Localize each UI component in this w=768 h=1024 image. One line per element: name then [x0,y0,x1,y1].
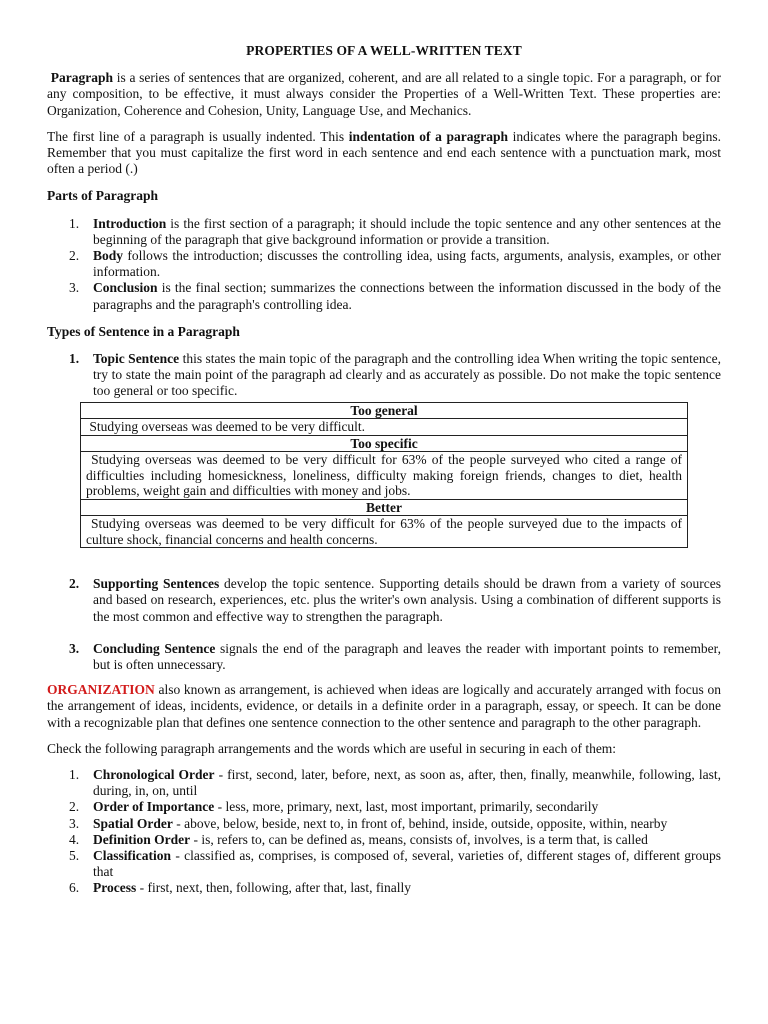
list-text: follows the introduction; discusses the controlling idea, using facts, arguments, analysis, examples, or other information. [93,248,721,280]
list-term: Process [93,880,137,896]
document-page [47,0,721,897]
list-term: Spatial Order [93,815,173,831]
parts-list [47,216,721,313]
list-item [47,248,721,280]
list-item [47,848,721,880]
list-number: 4. [69,831,80,847]
example-label: Too specific [81,435,688,452]
list-item [47,816,721,832]
parts-heading: Parts of Paragraph [47,188,158,204]
list-item [47,641,721,673]
list-term: Order of Importance [93,799,215,815]
indentation-paragraph [47,129,721,178]
document-title: PROPERTIES OF A WELL-WRITTEN TEXT [246,43,522,58]
list-number: 3. [69,280,80,296]
example-label: Better [81,499,688,516]
list-text: - first, second, later, before, next, as soon as, after, then, finally, meanwhile, following, last, during, in, on, until [93,766,721,799]
list-term: Supporting Sentences [93,576,220,592]
organization-text: also known as arrangement, is achieved when ideas are logically and accurately arranged with focus on the arrangement of ideas, incidents, evidence, or details in a definite order in a paragraph, essay, or speech. It can be done with a recognizable plan that defines one sentence connection to the other sentence and paragraph to the other paragraph. [47,682,721,730]
list-number: 2. [69,576,80,592]
list-term: Chronological Order [93,766,215,782]
list-text: - classified as, comprises, is composed of, several, varieties of, different stages of, different groups that [93,848,721,880]
example-text [81,516,688,548]
list-text: - less, more, primary, next, last, most important, primarily, secondarily [214,799,599,815]
indentation-term: indentation of a paragraph [348,128,508,144]
list-number: 1. [69,766,80,782]
list-text: is the final section; summarizes the connections between the information discussed in the body of the paragraphs and the paragraph's controlling idea. [93,280,721,312]
list-item [47,280,721,312]
list-item [47,351,721,400]
paragraph-definition-text: is a series of sentences that are organized, coherent, and are all related to a single topic. For a paragraph, or for any composition, to be effective, it must always consider the Properties of a Well-Written Text. These properties are: Organization, Coherence and Cohesion, Unity, Language Use, and Mechanics. [47,70,722,118]
list-term: Topic Sentence [93,351,180,367]
list-item [47,767,721,799]
list-number: 1. [69,351,80,367]
list-number: 6. [69,880,80,896]
list-item [47,799,721,815]
organization-paragraph [47,682,721,731]
indentation-text-after: indicates where the paragraph begins. Remember that you must capitalize the first word in each sentence and end each sentence with a punctuation mark, most often a period (.) [47,128,721,177]
example-text-content: Studying overseas was deemed to be very difficult for 63% of the people surveyed who cited a range of difficulties including homesickness, loneliness, difficulty making foreign friends, changes to diet, health problems, weight gain and difficulties with money and jobs. [86,452,682,499]
topic-sentence-examples-table [80,402,688,549]
list-text: - above, below, beside, next to, in front of, behind, inside, outside, opposite, within, nearby [172,815,668,831]
list-item [47,832,721,848]
list-item [47,576,721,625]
example-text [81,452,688,500]
list-number: 1. [69,215,80,231]
list-number: 3. [69,640,80,656]
example-label: Too general [81,402,688,419]
example-text-content: Studying overseas was deemed to be very difficult for 63% of the people surveyed due to the impacts of culture shock, financial concerns and health concerns. [86,516,682,547]
list-number: 2. [69,799,80,815]
organization-term: ORGANIZATION [47,682,155,698]
list-text: - first, next, then, following, after that, last, finally [136,880,412,896]
types-list-continued [47,576,721,673]
list-text: signals the end of the paragraph and leaves the reader with important points to remember, but is often unnecessary. [93,640,721,672]
list-number: 5. [69,848,80,863]
list-term: Classification [93,848,172,863]
list-item [47,880,721,896]
list-term: Conclusion [93,280,158,296]
types-heading: Types of Sentence in a Paragraph [47,323,240,339]
list-text: is the first section of a paragraph; it should include the topic sentence and any other sentences at the beginning of the paragraph that give background information or provide a transition. [93,215,721,247]
list-text: develop the topic sentence. Supporting details should be drawn from a variety of sources and based on research, experiences, etc. plus the writer's own analysis. Using a combination of different supports is the most common and effective way to strengthen the paragraph. [93,576,721,624]
types-list [47,351,721,400]
list-term: Concluding Sentence [93,640,216,656]
paragraph-definition [47,70,721,119]
list-text: - is, refers to, can be defined as, means, consists of, involves, is a term that, is called [190,831,648,847]
list-item [47,216,721,248]
list-text: this states the main topic of the paragraph and the controlling idea When writing the topic sentence, try to state the main point of the paragraph ad clearly and as accurately as possible. Do not make the topic sentence too general or too specific. [93,351,721,399]
indentation-text-before: The first line of a paragraph is usually indented. This [47,128,349,144]
list-term: Definition Order [93,831,191,847]
example-text-content: Studying overseas was deemed to be very difficult. [89,419,366,435]
check-paragraph: Check the following paragraph arrangements and the words which are useful in securing in each of them: [47,740,617,756]
example-text [81,419,688,436]
paragraph-term: Paragraph [50,70,113,86]
list-number: 2. [69,248,80,264]
list-term: Body [93,248,124,264]
list-term: Introduction [93,215,167,231]
list-number: 3. [69,815,80,831]
arrangements-list [47,767,721,897]
